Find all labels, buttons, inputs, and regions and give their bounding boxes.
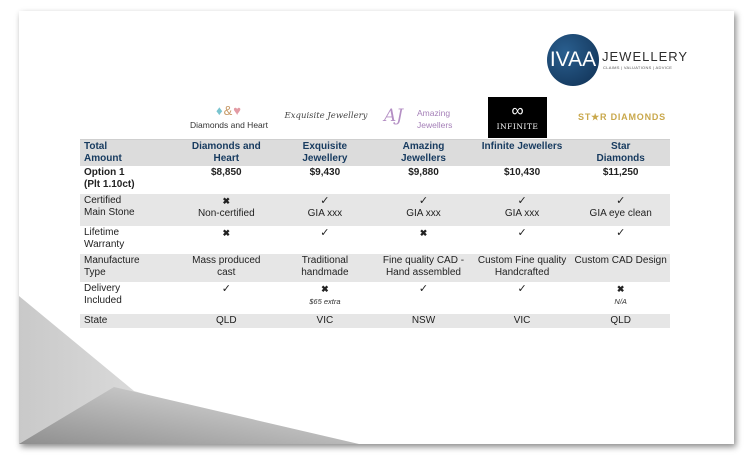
logo-diamonds-and-heart-text: Diamonds and Heart xyxy=(190,120,268,130)
check-icon: ✓ xyxy=(418,283,429,295)
header-star-diamonds: Star Diamonds xyxy=(571,140,670,167)
delivery-note: N/A xyxy=(614,297,627,306)
table-row-delivery xyxy=(80,282,670,314)
check-icon: ✓ xyxy=(616,227,626,239)
check-icon: ✓ xyxy=(418,195,429,207)
check-icon: ✓ xyxy=(517,283,527,295)
logo-amazing-line1: Amazing xyxy=(417,108,451,118)
price-cell: $10,430 xyxy=(504,167,541,178)
logo-infinite xyxy=(488,97,547,138)
price-cell: $8,850 xyxy=(211,167,242,178)
logo-amazing-monogram: AJ xyxy=(384,106,404,126)
table-cell xyxy=(374,226,473,254)
row-label: State xyxy=(84,315,108,326)
logo-infinite-text: INFINITE xyxy=(496,122,539,131)
logo-diamonds-and-heart xyxy=(179,103,279,130)
cross-icon: ✖ xyxy=(616,284,625,294)
header-exquisite-jewellery: Exquisite Jewellery xyxy=(276,140,375,167)
table-row-option-1 xyxy=(80,166,670,194)
table-cell: VIC xyxy=(316,315,334,326)
price-cell: $9,430 xyxy=(309,167,341,178)
header-infinite-jewellers: Infinite Jewellers xyxy=(473,140,572,167)
comparison-table xyxy=(80,139,670,328)
cross-icon: ✖ xyxy=(222,196,231,206)
row-label: Option 1 (Plt 1.10ct) xyxy=(84,167,135,190)
table-cell: Mass produced cast xyxy=(192,255,261,278)
row-label: Certified Main Stone xyxy=(84,195,135,218)
table-cell xyxy=(177,226,276,254)
table-cell: ✓ GIA xxx xyxy=(473,194,572,226)
table-cell xyxy=(473,226,572,254)
diamond-heart-icon: ♦&♥ xyxy=(215,103,243,118)
check-icon: ✓ xyxy=(517,227,527,239)
table-cell: ✓ GIA xxx xyxy=(374,194,473,226)
header-amazing-jewellers: Amazing Jewellers xyxy=(374,140,473,167)
table-cell xyxy=(473,282,572,314)
logo-exquisite-jewellery: Exquisite Jewellery xyxy=(284,111,368,121)
check-icon: ✓ xyxy=(517,195,527,207)
header-total-amount: Total Amount xyxy=(80,140,177,167)
table-cell: ✖ Non-certified xyxy=(177,194,276,226)
slide xyxy=(19,11,734,444)
table-cell: VIC xyxy=(513,315,531,326)
table-cell: QLD xyxy=(216,315,237,326)
table-row-warranty xyxy=(80,226,670,254)
table-row-manufacture xyxy=(80,254,670,282)
cross-icon: ✖ xyxy=(222,228,231,238)
table-cell xyxy=(374,282,473,314)
price-cell: $11,250 xyxy=(602,167,639,178)
table-header-row xyxy=(80,140,670,167)
row-label: Lifetime Warranty xyxy=(84,227,125,250)
table-cell: Custom Fine quality Handcrafted xyxy=(477,255,567,278)
cross-icon: ✖ xyxy=(419,228,428,238)
price-cell: $9,880 xyxy=(408,167,439,178)
ivaa-logo-word: JEWELLERY xyxy=(602,49,689,64)
delivery-note: $65 extra xyxy=(309,297,341,306)
table-cell xyxy=(571,282,670,314)
table-cell xyxy=(276,226,375,254)
table-cell: ✓ GIA xxx xyxy=(276,194,375,226)
table-row-certified xyxy=(80,194,670,226)
ivaa-logo-circle: IVAA xyxy=(547,34,599,86)
check-icon: ✓ xyxy=(221,283,231,295)
row-label: Manufacture Type xyxy=(84,255,140,278)
table-cell xyxy=(276,282,375,314)
table-cell: Custom CAD Design xyxy=(574,255,667,266)
logo-star-diamonds: ST★R DIAMONDS xyxy=(578,112,666,122)
ivaa-logo-tagline: CLAIMS | VALUATIONS | ADVICE xyxy=(603,65,673,70)
row-label: Delivery Included xyxy=(84,283,122,306)
header-diamonds-and-heart: Diamonds and Heart xyxy=(177,140,276,167)
check-icon: ✓ xyxy=(320,195,330,207)
table-cell xyxy=(571,226,670,254)
table-row-state xyxy=(80,314,670,328)
check-icon: ✓ xyxy=(320,227,330,239)
ivaa-logo xyxy=(547,34,689,88)
table-cell: Fine quality CAD - Hand assembled xyxy=(382,255,465,278)
logo-amazing-jewellers xyxy=(384,106,474,134)
table-cell xyxy=(177,282,276,314)
table-cell: QLD xyxy=(610,315,631,326)
logo-amazing-line2: Jewellers xyxy=(417,120,453,130)
check-icon: ✓ xyxy=(616,195,626,207)
cross-icon: ✖ xyxy=(321,284,329,294)
infinity-icon: ∞ xyxy=(511,101,524,120)
table-cell: ✓ GIA eye clean xyxy=(571,194,670,226)
table-cell: NSW xyxy=(411,315,436,326)
table-cell: Traditional handmade xyxy=(301,255,349,278)
